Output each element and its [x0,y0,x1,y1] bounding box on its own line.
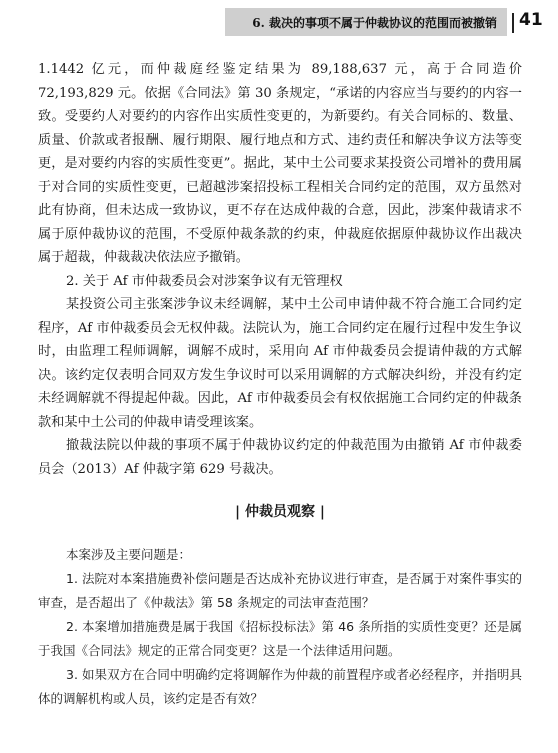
page-number: 41 [519,10,543,30]
observation-item-3: 3. 如果双方在合同中明确约定将调解作为仲裁的前置程序或者必经程序，并指明具体的调解机构或人员，该约定是否有效？ [38,666,522,706]
paragraph-1: 1.1442 亿元，而仲裁庭经鉴定结果为 89,188,637 元，高于合同造价 72,193,829 元。依据《合同法》第 30 条规定，“承诺的内容应当与要约的内容一致。受要约人对要约的内容作出实质性变更的，为新要约。有关合同标的、数量、质量、价款或者报酬、履行期限、履行地点和方式、违约责任和解决争议方法等变更，是对要约内容的实质性变更”。据此，某中土公司要求某投资公司增补的费用属于对合同的实质性变更，已超越涉案招投标工程相关合同约定的范围，双方虽然对此有协商，但未达成一致协议，更不存在达成仲裁的合意，因此，涉案仲裁请求不属于原仲裁协议的范围，不受原仲裁条款的约束，仲裁庭依据原仲裁协议作出裁决属于超裁，仲裁裁决依法应予撤销。 [38,62,522,265]
observation-item-2: 2. 本案增加措施费是属于我国《招标投标法》第 46 条所指的实质性变更？还是属于我国《合同法》规定的正常合同变更？这是一个法律适用问题。 [38,618,522,658]
section-title: | 仲裁员观察 | [235,504,325,520]
observation-intro: 本案涉及主要问题是： [66,546,192,562]
paragraph-4: 撤裁法院以仲裁的事项不属于仲裁协议约定的仲裁范围为由撤销 Af 市仲裁委员会（2013）Af 仲裁字第 629 号裁决。 [38,438,522,477]
section-heading [38,501,522,525]
running-header [225,8,558,36]
header-divider [512,13,514,33]
page-body [38,58,522,711]
observation-item-1: 1. 法院对本案措施费补偿问题是否达成补充协议进行审查，是否属于对案件事实的审查，是否超出了《仲裁法》第 58 条规定的司法审查范围？ [38,570,522,610]
running-title: 6. 裁决的事项不属于仲裁协议的范围而被撤销 [225,8,507,36]
paragraph-2-heading: 2. 关于 Af 市仲裁委员会对涉案争议有无管理权 [66,273,343,289]
paragraph-3: 某投资公司主张案涉争议未经调解，某中土公司申请仲裁不符合施工合同约定程序，Af 市仲裁委员会无权仲裁。法院认为，施工合同约定在履行过程中发生争议时，由监理工程师调解，调解不成时，采用向 Af 市仲裁委员会提请仲裁的方式解决。该约定仅表明合同双方发生争议时可以采用调解的方式解决纠纷，并没有约定未经调解就不得提起仲裁。因此，Af 市仲裁委员会有权依据施工合同约定的仲裁条款和某中土公司的仲裁申请受理该案。 [38,297,522,430]
